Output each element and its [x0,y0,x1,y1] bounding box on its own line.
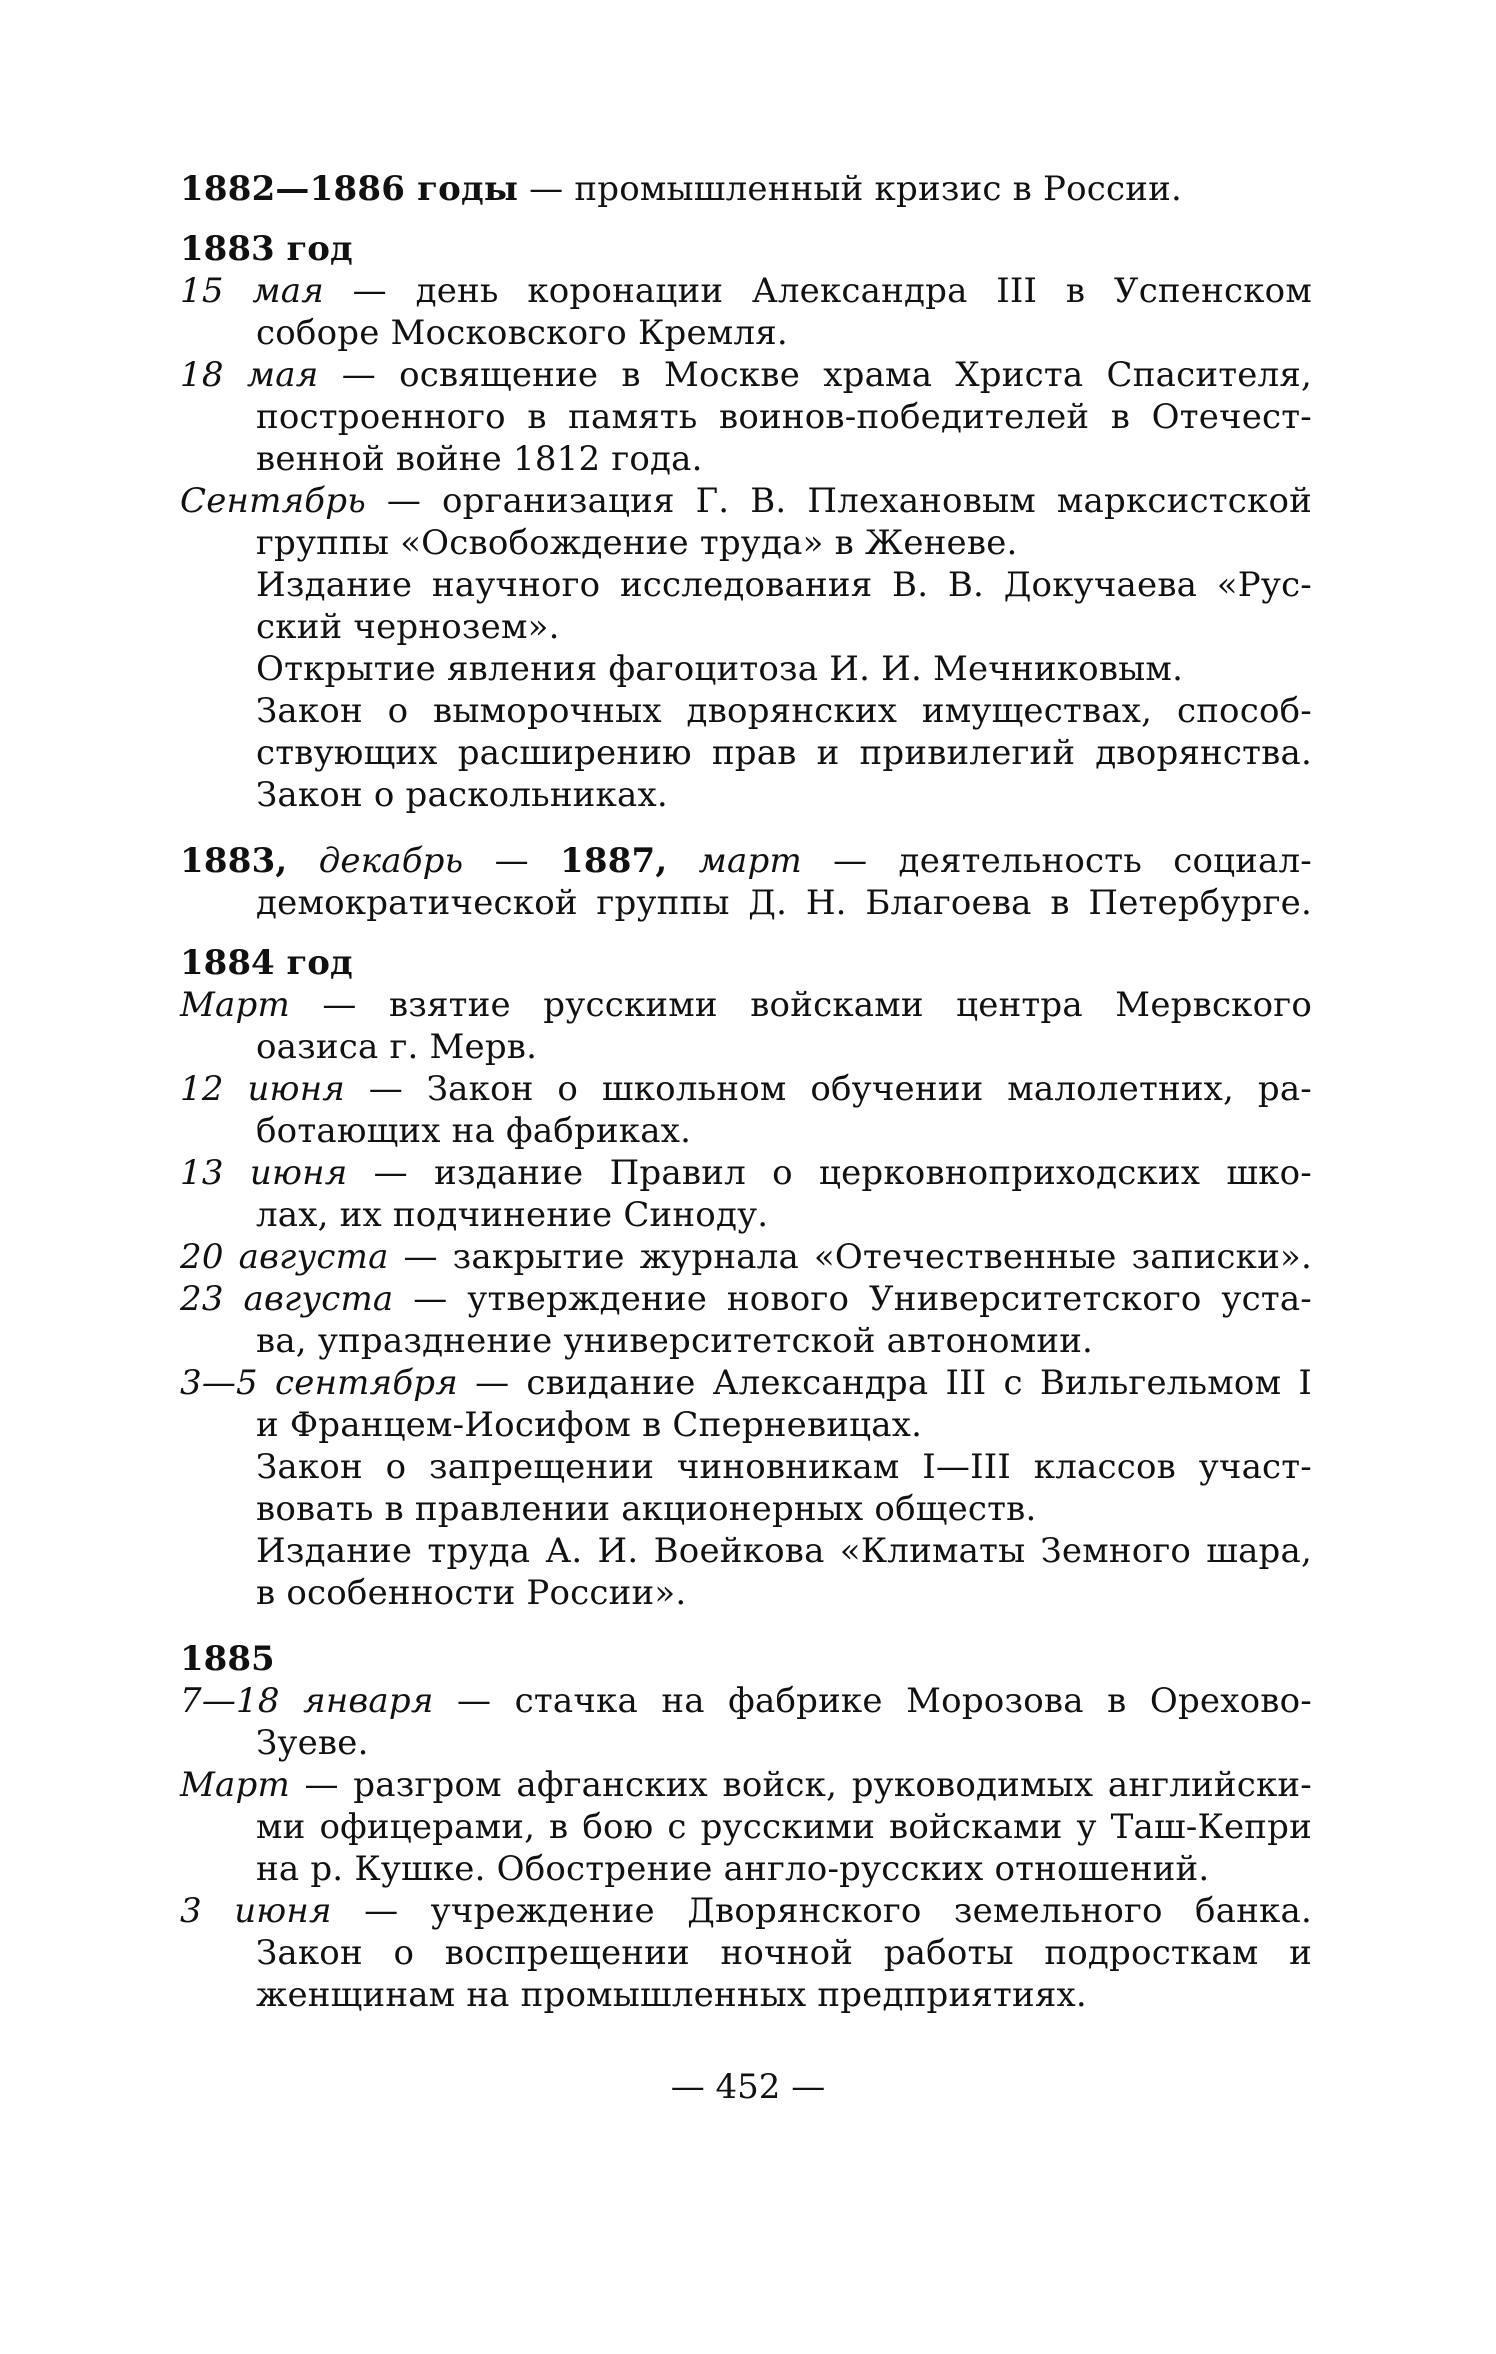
entry-line [180,1278,1312,1320]
entry-line: ский чернозем». [256,607,560,647]
entry-line: женщинам на промышленных предприятиях. [256,1975,1087,2015]
note-old-believers-law [180,774,1312,816]
entry-1885-june-3 [180,1890,1312,1932]
entry-1883-may-18 [180,354,1312,480]
entry-text: — организация Г. В. Плехановым марксистской [365,481,1312,521]
entry-line: Закон о воспрещении ночной работы подросткам и [256,1933,1312,1973]
period-start-year: 1883, [180,841,288,881]
note-mechnikov [180,648,1312,690]
year-heading-1883: 1883 год [180,229,353,269]
year-heading-1885: 1885 [180,1639,275,1679]
entry-1883-1887 [180,840,1312,924]
entry-line: лах, их подчинение Синоду. [256,1195,769,1235]
entry-line: оазиса г. Мерв. [256,1027,538,1067]
entry-line [180,1236,1312,1278]
entry-text: — освящение в Москве храма Христа Спасителя, [318,355,1312,395]
entry-line: Закон о выморочных дворянских имуществах, способ- [256,691,1312,731]
entry-date: 3—5 сентября [180,1363,458,1403]
entry-1882-1886 [180,168,1312,210]
entry-line: Открытие явления фагоцитоза И. И. Мечниковым. [256,649,1184,689]
entry-line [180,480,1312,522]
entry-1884-august-23 [180,1278,1312,1362]
entry-line [180,1152,1312,1194]
entry-line: Издание труда А. И. Воейкова «Климаты Земного шара, [256,1531,1312,1571]
note-dokuchaev [180,564,1312,648]
entry-date: 13 июня [180,1153,348,1193]
entry-text: — день коронации Александра III в Успенском [323,271,1312,311]
entry-line [180,1890,1312,1932]
entry-date: 18 мая [180,355,319,395]
entry-line: ботающих на фабриках. [256,1111,692,1151]
year-heading-1884: 1884 год [180,943,353,983]
entry-1884-june-12 [180,1068,1312,1152]
entry-1883-september [180,480,1312,564]
entry-text: — промышленный кризис в России. [518,169,1182,209]
entry-text: — разгром афганских войск, руководимых английски- [289,1765,1312,1805]
entry-line: Издание научного исследования В. В. Докучаева «Рус- [256,565,1312,605]
entry-text: — учреждение Дворянского земельного банка. [331,1891,1312,1931]
entry-text: — деятельность социал- [801,841,1312,881]
entry-1883-may-15 [180,270,1312,354]
period-end-month: март [698,841,802,881]
entry-text: — свидание Александра III с Вильгельмом I [457,1363,1313,1403]
entry-text: — стачка на фабрике Морозова в Орехово- [433,1681,1312,1721]
period-start-month: декабрь [318,841,464,881]
entry-line: в особенности России». [256,1573,687,1613]
entry-date: 23 августа [180,1279,394,1319]
entry-line: соборе Московского Кремля. [256,313,788,353]
entry-text: — Закон о школьном обучении малолетних, ра- [345,1069,1312,1109]
entry-line: ва, упразднение университетской автономии. [256,1321,1094,1361]
entry-text: — взятие русскими войсками центра Мервского [289,985,1312,1025]
period-range: 1882—1886 годы [180,169,519,209]
entry-line: на р. Кушке. Обострение англо-русских отношений. [256,1849,1210,1889]
entry-date: 15 мая [180,271,324,311]
entry-line: Зуеве. [256,1723,369,1763]
entry-line: демократической группы Д. Н. Благоева в Петербурге. [256,883,1312,923]
entry-line [180,1362,1312,1404]
entry-line [180,984,1312,1026]
page-number: — 452 — [670,2067,826,2107]
entry-text: — закрытие журнала «Отечественные записки». [388,1237,1312,1277]
entry-1884-september [180,1362,1312,1446]
entry-1885-march [180,1764,1312,1890]
note-night-work-law [180,1932,1312,2016]
entry-line: ми офицерами, в бою с русскими войсками у Таш-Кепри [256,1807,1312,1847]
entry-date: 3 июня [180,1891,332,1931]
entry-line [180,168,1312,210]
entry-line [180,840,1312,882]
entry-line: Закон о запрещении чиновникам I—III классов участ- [256,1447,1312,1487]
entry-line: ствующих расширению прав и привилегий дворянства. [256,733,1312,773]
entry-line: группы «Освобождение труда» в Женеве. [256,523,1018,563]
entry-line: венной войне 1812 года. [256,439,703,479]
entry-date: Март [180,985,290,1025]
page-body [180,168,1312,2016]
entry-1885-january [180,1680,1312,1764]
note-escheat-law [180,690,1312,774]
entry-date: 20 августа [180,1237,389,1277]
period-end-year: 1887, [559,841,668,881]
entry-1884-march [180,984,1312,1068]
entry-text: — утверждение нового Университетского уста- [393,1279,1312,1319]
entry-text: — издание Правил о церковноприходских шко- [347,1153,1312,1193]
note-officials-law [180,1446,1312,1530]
entry-date: Март [180,1765,290,1805]
entry-line: и Францем-Иосифом в Сперневицах. [256,1405,923,1445]
note-voeikov [180,1530,1312,1614]
entry-line: построенного в память воинов-победителей в Отечест- [256,397,1312,437]
entry-line: Закон о раскольниках. [256,775,668,815]
entry-date: 7—18 января [180,1681,434,1721]
entry-1884-august-20 [180,1236,1312,1278]
entry-line [180,270,1312,312]
entry-1884-june-13 [180,1152,1312,1236]
entry-line [180,1680,1312,1722]
entry-date: Сентябрь [180,481,366,521]
entry-line [180,354,1312,396]
period-dash: — [463,841,560,881]
entry-line [180,1068,1312,1110]
entry-line [180,1764,1312,1806]
entry-date: 12 июня [180,1069,345,1109]
entry-line: вовать в правлении акционерных обществ. [256,1489,1037,1529]
